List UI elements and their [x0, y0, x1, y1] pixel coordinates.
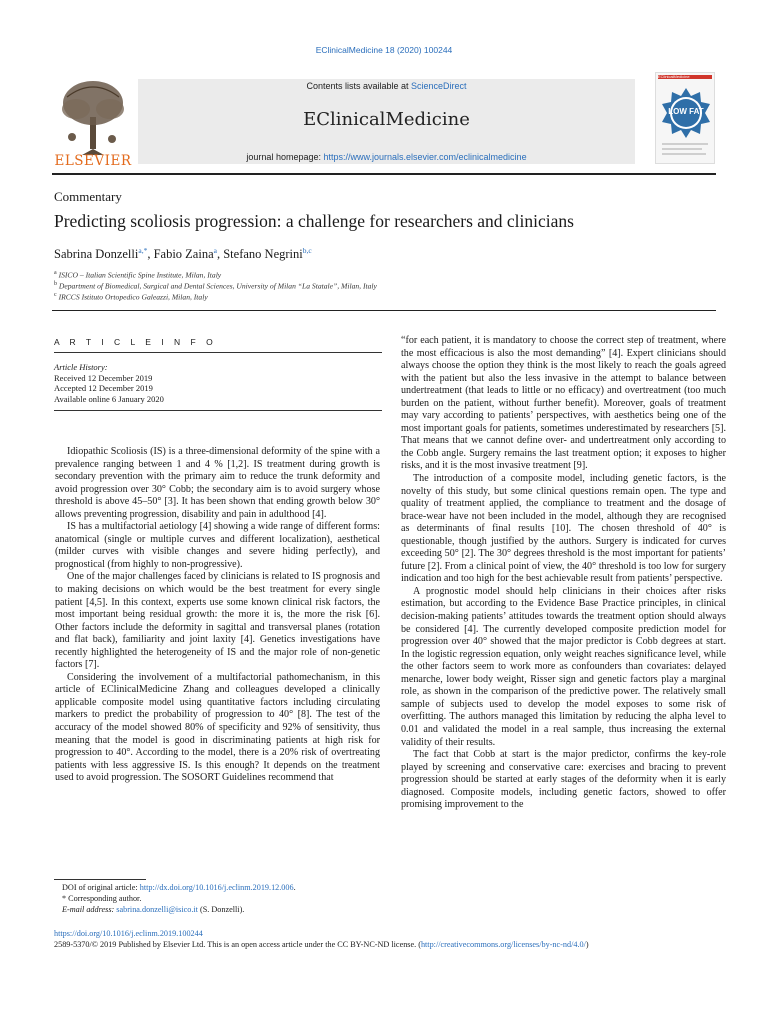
- journal-name: EClinicalMedicine: [303, 109, 470, 130]
- author-separator: ,: [216, 247, 224, 262]
- author-name[interactable]: Stefano Negrini: [223, 247, 303, 262]
- article-doi-link[interactable]: https://doi.org/10.1016/j.eclinm.2019.100244: [54, 929, 203, 938]
- body-paragraph: IS has a multifactorial aetiology [4] showing a wide range of different forms: anatomical (single or multiple curves and different localization), aesthetical (milder curves with visible changes and severe hiding perfectly), and prognostical (from highly to non-progressive).: [55, 521, 380, 570]
- homepage-link[interactable]: https://www.journals.elsevier.com/eclinicalmedicine: [323, 152, 527, 162]
- corresponding-author-note: [62, 894, 296, 905]
- affiliation-marker: b: [54, 281, 57, 287]
- contents-line: [138, 81, 635, 91]
- cover-title: EClinicalMedicine: [658, 74, 690, 79]
- footnote-rule: [54, 879, 146, 880]
- article-info-heading: A R T I C L E I N F O: [54, 337, 217, 347]
- affiliation: [54, 292, 208, 302]
- body-paragraph: Considering the involvement of a multifactorial pathomechanism, in this article of EClinicalMedicine Zhang and colleagues developed a clinically applicable composite model using quantitative factors including circulating markers to predict the probability of progression to 40° [8]. The test of the accuracy of the model showed 80% of specificity and 92% of sensitivity, thus meaning that the model is good in discriminating patients at high risk for progression to 40°. According to the model, there is a 20% risk of overtreating patients with less aggressive IS. Is this enough? It depends on the treatment used to avoid progression. The SOSORT Guidelines recommend that: [55, 671, 380, 784]
- license-link[interactable]: http://creativecommons.org/licenses/by-nc-nd/4.0/: [420, 940, 586, 949]
- body-paragraph: A prognostic model should help clinicians in their choices after risks estimation, but according to the Evidence Base Practice principles, in clinical decision-making patients’ attitudes towards the treatment option should always be considered [4]. The currently developed composite prediction model for progression over 40° showed that the major predictor is Cobb degrees at start. In the logistic regression equation, only weight reaches significance level, while the other factors seem to work more as confounders than covariates: delayed menarche, lower body weight, Risser sign and genetic factors play a marginal role, as shown in the comparison of the predictive power. The relatively small sample of subjects used to develop the model exposes to some risk of overfitting. The authors managed this limitation by reducing the alpha level to 0.01 and validated the model in a real sample, thus increasing the external validity of their results.: [401, 585, 726, 748]
- affiliation-text: ISICO – Italian Scientific Spine Institute, Milan, Italy: [58, 270, 222, 280]
- affiliation-marker: c: [54, 292, 57, 298]
- body-paragraph: The fact that Cobb at start is the major predictor, confirms the key-role played by screening and conservative care: exercises and bracing to prevent progression should be started at early stages of the deformity when it is early diagnosed. Composite models, including genetic factors, showed to offer promising improvement to the: [401, 749, 726, 811]
- sciencedirect-link[interactable]: ScienceDirect: [411, 81, 467, 91]
- article-type: Commentary: [54, 189, 122, 204]
- corresponding-text: Corresponding author.: [68, 893, 142, 903]
- author-affiliation-marker[interactable]: b,c: [302, 246, 312, 255]
- corresponding-marker: *: [62, 893, 67, 903]
- email-label: E-mail address:: [62, 904, 115, 914]
- author-separator: ,: [147, 247, 154, 262]
- affiliation-marker: a: [54, 270, 57, 276]
- journal-cover: [655, 72, 715, 164]
- elsevier-logo: [52, 77, 134, 167]
- article-info-rule: [54, 410, 382, 411]
- email-note: [62, 905, 296, 916]
- author-name[interactable]: Fabio Zaina: [153, 247, 214, 262]
- body-paragraph: The introduction of a composite model, including genetic factors, is the novelty of this study, but some clinical questions remain open. The type and quality of treatment applied, the compliance to treatment and the dosage of brace-wear have not been included in the model, although they are recognised as determinants of final results [10]. The chosen threshold of 40° is questionable, though justified by the authors. Surgery is indicated for curves exceeding 50° [2]. The 30° degrees threshold is the most important for patients’ future [2]. From a clinical point of view, the 40° threshold is too low for surgery indication and too high for the best achievable result from patients’ perspective.: [401, 473, 726, 585]
- article-history: [54, 362, 164, 404]
- homepage-prefix: journal homepage:: [246, 152, 324, 162]
- cover-text-line: [662, 143, 708, 145]
- body-paragraph: Idiopathic Scoliosis (IS) is a three-dimensional deformity of the spine with a prevalence ranging between 1 and 4 % [1,2]. IS treatment during growth is secondary prevention with the primary aim to reduce the trunk deformity and avoid progression over 30° Cobb; the secondary aim is to avoid surgery whose threshold is above 45–50° [3]. It has been shown that ending growth below 30° allows preventing progression, disability and pain in adulthood [4].: [55, 446, 380, 520]
- article-title: Predicting scoliosis progression: a challenge for researchers and clinicians: [54, 211, 574, 231]
- affiliation-text: IRCCS Istituto Ortopedico Galeazzi, Milan, Italy: [58, 292, 208, 302]
- license-suffix: ): [585, 940, 589, 949]
- cover-text-line: [662, 153, 706, 155]
- original-doi-link[interactable]: http://dx.doi.org/10.1016/j.eclinm.2019.12.006: [139, 883, 294, 892]
- author-list: [54, 246, 312, 262]
- affiliation-text: Department of Biomedical, Surgical and Dental Sciences, University of Milan “La Statale”, Milan, Italy: [58, 281, 377, 291]
- title-rule: [52, 310, 716, 311]
- affiliation: [54, 270, 221, 280]
- cover-text-line: [662, 148, 702, 150]
- email-suffix: (S. Donzelli).: [197, 904, 245, 914]
- license-line: [54, 940, 589, 949]
- author-affiliation-marker[interactable]: a: [213, 246, 217, 255]
- journal-citation[interactable]: EClinicalMedicine 18 (2020) 100244: [315, 45, 453, 55]
- footnotes: [62, 883, 296, 915]
- affiliation: [54, 281, 377, 291]
- body-paragraph: “for each patient, it is mandatory to choose the correct step of treatment, where the most efficacious is also the most demanding” [4]. Expert clinicians should always choose the option they think is the most likely to reach the goals agreed with the patient but also the less invasive in the attempt to balance between undertreatment (that leads to little or no efficacy) and overtreatment (too much burden on the patient, without further benefit). Moreover, goals of treatment may vary according to patients’ perspectives, with aesthetics being one of the most important goals for patients, sometimes underestimated by researchers [5]. That means that we cannot define over- and undertreatment only according to the Cobb angle. Surgery remains the last treatment option; it exposes to higher risks, and it is the most invasive treatment [9].: [401, 335, 726, 472]
- email-link[interactable]: sabrina.donzelli@isico.it: [116, 904, 198, 914]
- body-paragraph: One of the major challenges faced by clinicians is related to IS prognosis and to making decisions on which would be the best treatment for every single patient [4,5]. In this context, experts use some known clinical risk factors, the most important being residual growth: the more it is, the more the risk [6]. Other factors include the deformity in sagittal and transversal planes (rotation and flat back), familiarity and joint laxity [4]. Genetics investigations have recently highlighted the heterogeneity of IS and the major role of non-genetic factors [7].: [55, 571, 380, 671]
- article-info-rule: [54, 352, 382, 353]
- author-affiliation-marker[interactable]: a,*: [138, 246, 148, 255]
- journal-homepage: [138, 152, 635, 162]
- author-name[interactable]: Sabrina Donzelli: [54, 247, 139, 262]
- received-date: Received 12 December 2019: [54, 372, 153, 383]
- body-column-right: [401, 335, 726, 812]
- accepted-date: Accepted 12 December 2019: [54, 383, 153, 394]
- body-column-left: [55, 446, 380, 785]
- contents-prefix: Contents lists available at: [306, 81, 412, 91]
- header-rule: [52, 173, 716, 175]
- cover-badge-text: LOW FAT: [668, 107, 704, 116]
- original-doi-prefix: DOI of original article:: [62, 883, 140, 892]
- publisher-wordmark: ELSEVIER: [54, 153, 132, 169]
- original-doi-note: DOI of original article: http://dx.doi.org/10.1016/j.eclinm.2019.12.006.: [62, 883, 296, 892]
- history-label: Article History:: [54, 362, 108, 372]
- online-date: Available online 6 January 2020: [54, 393, 164, 404]
- license-prefix: 2589-5370/© 2019 Published by Elsevier Ltd. This is an open access article under the CC BY-NC-ND license. (: [54, 940, 421, 949]
